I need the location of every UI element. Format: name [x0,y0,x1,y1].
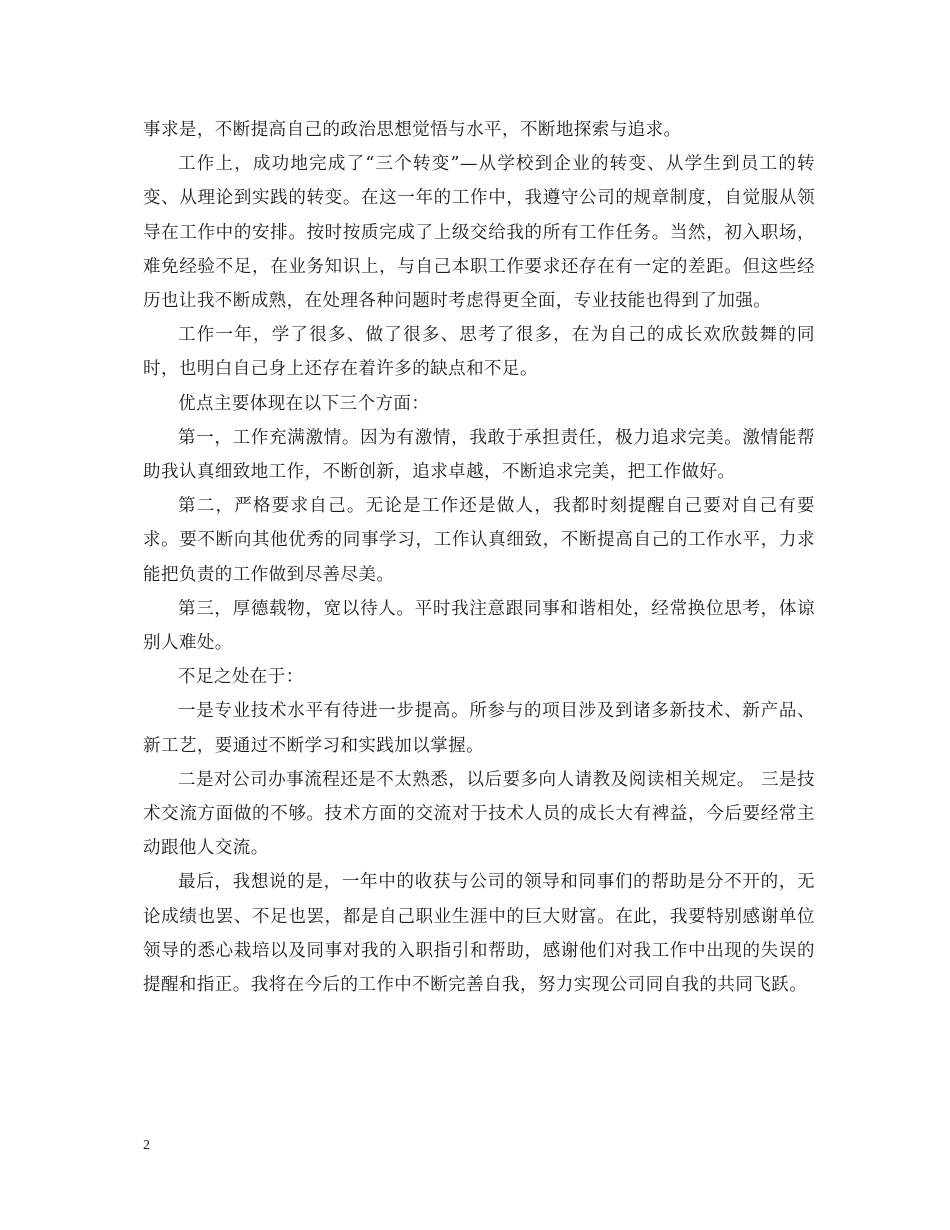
paragraph-2: 工作上，成功地完成了“三个转变”—从学校到企业的转变、从学生到员工的转变、从理论到实践的转变。在这一年的工作中，我遵守公司的规章制度，自觉服从领导在工作中的安排。按时按质完成了上级交给我的所有工作任务。当然，初入职场，难免经验不足，在业务知识上，与自己本职工作要求还存在有一定的差距。但这些经历也让我不断成熟，在处理各种问题时考虑得更全面，专业技能也得到了加强。 [143,154,815,312]
paragraph-4: 优点主要体现在以下三个方面： [178,393,430,414]
document-body [143,113,815,1002]
paragraph-11: 最后，我想说的是，一年中的收获与公司的领导和同事们的帮助是分不开的，无论成绩也罢、不足也罢，都是自己职业生涯中的巨大财富。在此，我要特别感谢单位领导的悉心栽培以及同事对我的入职指引和帮助，感谢他们对我工作中出现的失误的提醒和指正。我将在今后的工作中不断完善自我，努力实现公司同自我的共同飞跃。 [143,872,815,996]
paragraph-7: 第三，厚德载物，宽以待人。平时我注意跟同事和谐相处，经常换位思考，体谅别人难处。 [143,598,815,654]
paragraph-9: 一是专业技术水平有待进一步提高。所参与的项目涉及到诸多新技术、新产品、新工艺，要通过不断学习和实践加以掌握。 [143,701,815,756]
paragraph-5: 第一，工作充满激情。因为有激情，我敢于承担责任，极力追求完美。激情能帮助我认真细致地工作，不断创新，追求卓越，不断追求完美，把工作做好。 [143,427,815,483]
paragraph-8: 不足之处在于： [178,667,304,688]
paragraph-6: 第二，严格要求自己。无论是工作还是做人，我都时刻提醒自己要对自己有要求。要不断向其他优秀的同事学习，工作认真细致，不断提高自己的工作水平，力求能把负责的工作做到尽善尽美。 [143,496,815,585]
paragraph-1: 事求是，不断提高自己的政治思想觉悟与水平，不断地探索与追求。 [143,120,682,140]
paragraph-3: 工作一年，学了很多、做了很多、思考了很多，在为自己的成长欢欣鼓舞的同时，也明白自己身上还存在着许多的缺点和不足。 [143,325,815,380]
page-number: 2 [143,1138,150,1153]
paragraph-10: 二是对公司办事流程还是不太熟悉，以后要多向人请教及阅读相关规定。 三是技术交流方面做的不够。技术方面的交流对于技术人员的成长大有裨益，今后要经常主动跟他人交流。 [143,769,815,859]
